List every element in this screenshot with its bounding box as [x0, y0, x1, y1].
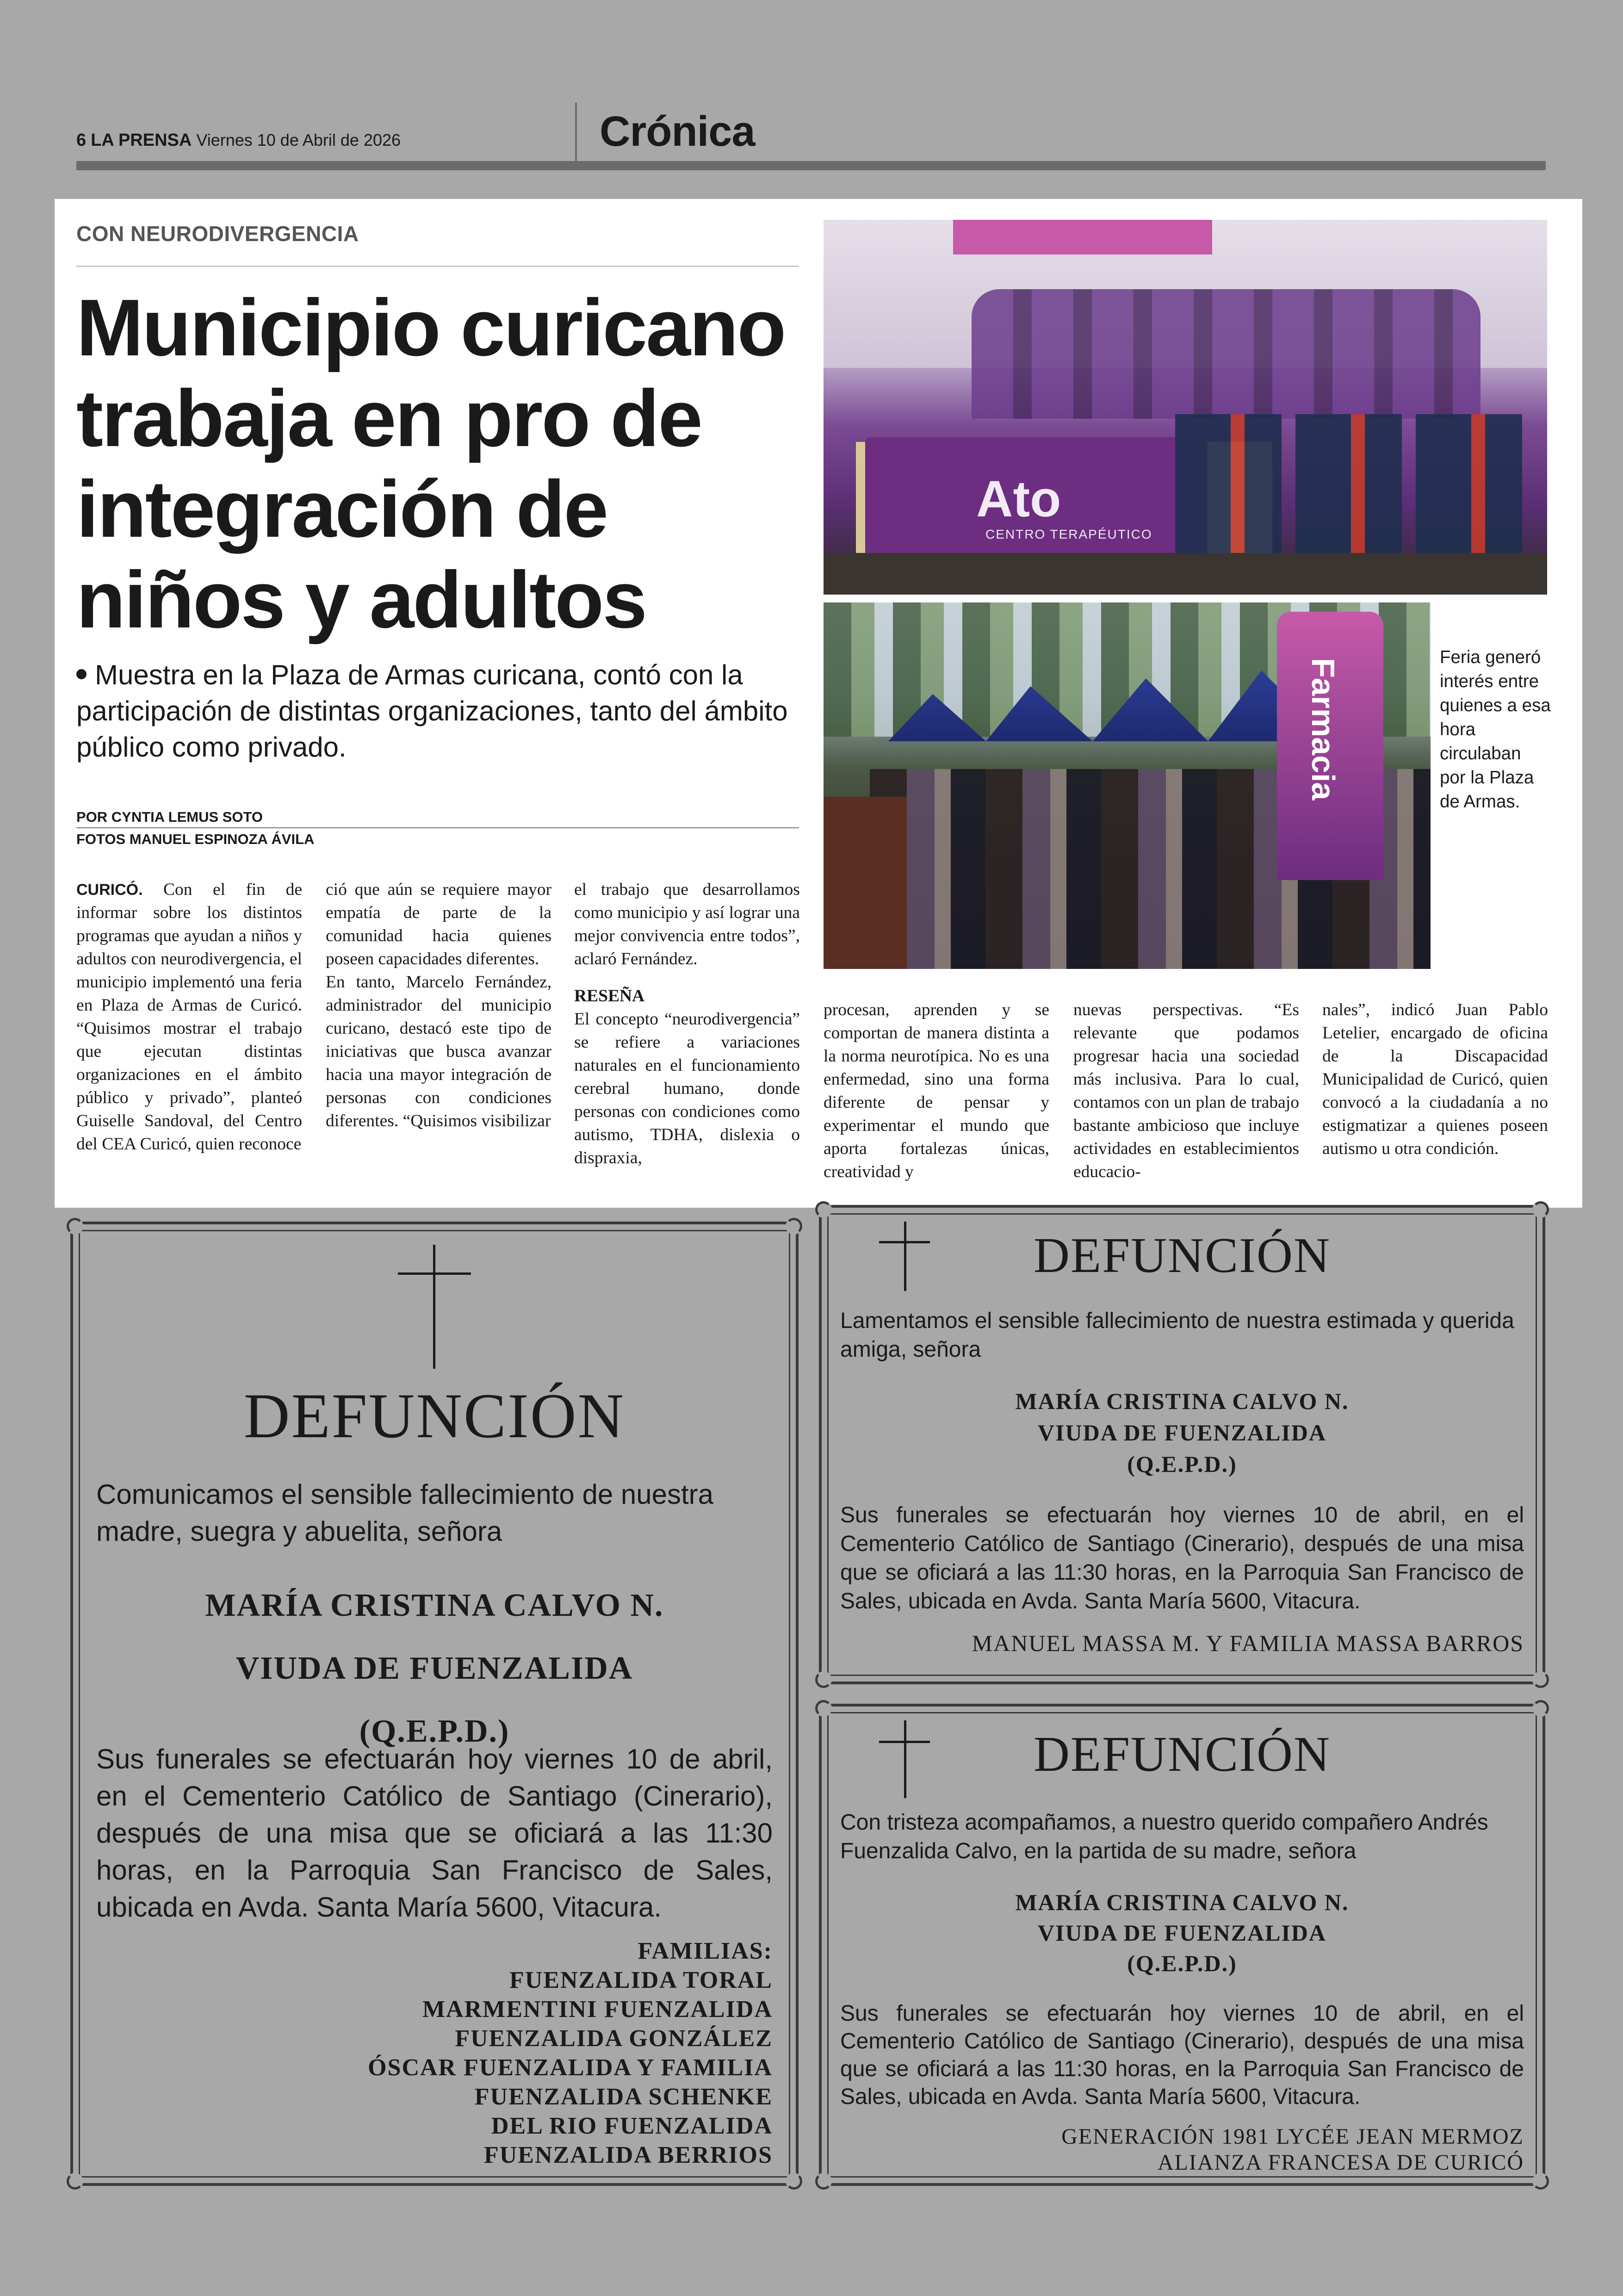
column-text: nuevas perspectivas. “Es relevante que podamos progresar hacia una sociedad más inclusiva. Para lo cual, contamos con un plan de trabajo bastante ambicioso que incluye actividades en establecimientos educacio- [1073, 1000, 1299, 1181]
header-separator [575, 103, 577, 162]
obituary-title: DEFUNCIÓN [243, 1380, 626, 1451]
signature-line: MARMENTINI FUENZALIDA [422, 1996, 773, 2023]
byline [76, 806, 314, 850]
signature-line: GENERACIÓN 1981 LYCÉE JEAN MERMOZ [1061, 2124, 1524, 2149]
frame-corner [1532, 1671, 1549, 1688]
column-text: procesan, aprenden y se comportan de manera distinta a la norma neurotípica. No es una enfermedad, sino una forma diferente de pensar y experimentar el mundo que aporta fortalezas únicas, creatividad y [824, 1000, 1049, 1181]
deceased-name [70, 1574, 799, 1763]
cross-vertical [433, 1245, 435, 1369]
obituary-intro: Comunicamos el sensible fallecimiento de nuestra madre, suegra y abuelita, señora [96, 1479, 714, 1547]
bullet-icon [76, 669, 87, 679]
frame-corner [786, 1218, 802, 1235]
column-text: nales”, indicó Juan Pablo Letelier, encargado de oficina de la Discapacidad Municipalidad de Curicó, quien convocó a la ciudadanía a no estigmatizar a quienes poseen autismo u otra condición. [1322, 1000, 1548, 1158]
article-column-5 [1073, 999, 1299, 1184]
signature-line: FUENZALIDA SCHENKE [474, 2084, 773, 2110]
article-kicker: CON NEURODIVERGENCIA [76, 222, 359, 246]
photo-caption: Feria generó interés entre quienes a esa hora circulaban por la Plaza de Armas. [1440, 647, 1551, 812]
obituary-notice-2 [819, 1205, 1545, 1684]
article-column-1 [76, 878, 302, 1156]
article-column-6 [1322, 999, 1548, 1160]
frame-corner [815, 1201, 832, 1218]
name-line: VIUDA DE FUENZALIDA [1037, 1920, 1327, 1946]
column-text: el trabajo que desarrollamos como municipio y así lograr una mejor convivencia entre todos”, aclaró Fernández. [574, 880, 800, 968]
name-line: (Q.E.P.D.) [359, 1713, 510, 1749]
frame-corner [815, 1700, 832, 1717]
funeral-details: Sus funerales se efectuarán hoy viernes 10 de abril, en el Cementerio Católico de Santiago (Cinerario), después de una misa que se oficiará a las 11:30 horas, en la Parroquia San Francisco de Sales, ubicada en Avda. Santa María 5600, Vitacura. [96, 1744, 773, 1923]
subhead-text: Muestra en la Plaza de Armas curicana, contó con la participación de distintas organizaciones, tanto del ámbito público como privado. [76, 659, 788, 763]
signature-line: FAMILIAS: [638, 1938, 773, 1964]
column-text: El concepto “neurodivergencia” se refiere a variaciones naturales en el funcionamiento cerebral humano, donde personas con condiciones como autismo, TDHA, dislexia o dispraxia, [574, 1010, 800, 1167]
frame-corner [815, 2173, 832, 2190]
kicker-rule [76, 266, 799, 267]
obituary-intro: Lamentamos el sensible fallecimiento de nuestra estimada y querida amiga, señora [840, 1309, 1514, 1362]
obituary-title: DEFUNCIÓN [1033, 1727, 1331, 1782]
section-title: Crónica [600, 108, 755, 155]
photo-stand-group [824, 220, 1547, 595]
byline-rule [76, 827, 799, 828]
column-text: Con el fin de informar sobre los distintos programas que ayudan a niños y adultos con neurodivergencia, el municipio implementó una feria en Plaza de Armas de Curicó. “Quisimos mostrar el trabajo que ejecutan distintas organizaciones en el ámbito público y privado”, planteó Guiselle Sandoval, del Centro del CEA Curicó, quien reconoce [76, 880, 302, 1154]
photo-fair-crowd [824, 602, 1431, 969]
obituary-notice-1 [70, 1222, 799, 2186]
deceased-name [819, 1887, 1545, 1979]
signature-line: ALIANZA FRANCESA DE CURICÓ [1157, 2150, 1524, 2175]
cross-horizontal [879, 1241, 930, 1243]
frame-corner [1532, 1201, 1549, 1218]
obituary-intro: Con tristeza acompañamos, a nuestro querido compañero Andrés Fuenzalida Calvo, en la partida de su madre, señora [840, 1810, 1488, 1863]
cross-vertical [904, 1222, 906, 1291]
deceased-name [819, 1385, 1545, 1480]
article-subheading: RESEÑA [574, 987, 645, 1005]
photo-stand-logo-sub: CENTRO TERAPÉUTICO [985, 527, 1152, 541]
frame-corner [815, 1671, 832, 1688]
obituary-title: DEFUNCIÓN [1033, 1228, 1331, 1283]
byline-author: POR CYNTIA LEMUS SOTO [76, 809, 263, 825]
frame-corner [67, 1218, 83, 1235]
photo-stand-logo: Ato [976, 471, 1061, 527]
name-line: MARÍA CRISTINA CALVO N. [205, 1588, 664, 1623]
signature-line: FUENZALIDA TORAL [509, 1967, 773, 1993]
signature-line: FUENZALIDA GONZÁLEZ [455, 2025, 773, 2052]
name-line: VIUDA DE FUENZALIDA [235, 1651, 633, 1686]
byline-photos: FOTOS MANUEL ESPINOZA ÁVILA [76, 831, 315, 847]
column-text: ció que aún se requiere mayor empatía de parte de la comunidad hacia quienes poseen capacidades diferentes. [326, 880, 551, 968]
frame-corner [1532, 2173, 1549, 2190]
issue-date: Viernes 10 de Abril de 2026 [196, 130, 401, 149]
name-line: (Q.E.P.D.) [1127, 1950, 1237, 1976]
frame-corner [786, 2173, 802, 2190]
photo-floor [824, 553, 1547, 595]
obituary-signatures [368, 1936, 773, 2170]
photo-flag-text: Farmacia [1305, 658, 1341, 800]
name-line: MARÍA CRISTINA CALVO N. [1015, 1388, 1349, 1414]
signature-line: MANUEL MASSA M. Y FAMILIA MASSA BARROS [972, 1630, 1524, 1656]
article-column-2 [326, 878, 551, 1133]
frame-corner [1532, 1700, 1549, 1717]
signature-line: DEL RIO FUENZALIDA [491, 2113, 773, 2139]
obituary-signatures [972, 1629, 1524, 1657]
article-column-4 [824, 999, 1049, 1184]
photo-children [1175, 414, 1527, 567]
article-subhead [76, 657, 807, 765]
name-line: (Q.E.P.D.) [1127, 1451, 1237, 1477]
newspaper-name: LA PRENSA [91, 130, 192, 150]
obituary-signatures [1061, 2124, 1524, 2176]
cross-horizontal [398, 1272, 471, 1275]
photo-bench [824, 797, 907, 969]
dateline: CURICÓ. [76, 881, 143, 899]
funeral-details: Sus funerales se efectuarán hoy viernes 10 de abril, en el Cementerio Católico de Santiago (Cinerario), después de una misa que se oficiará a las 11:30 horas, en la Parroquia San Francisco de Sales, ubicada en Avda. Santa María 5600, Vitacura. [840, 2001, 1524, 2109]
article-headline: Municipio curicano trabaja en pro de integración de niños y adultos [76, 282, 785, 645]
name-line: VIUDA DE FUENZALIDA [1037, 1420, 1327, 1446]
page-number: 6 [76, 130, 87, 150]
signature-line: FUENZALIDA BERRIOS [483, 2142, 773, 2168]
column-text: En tanto, Marcelo Fernández, administrador del municipio curicano, destacó este tipo de iniciativas que busca avanzar hacia una mayor integración de personas con condiciones diferentes. “Quisimos visibilizar [326, 973, 551, 1130]
frame-corner [67, 2173, 83, 2190]
cross-vertical [904, 1720, 906, 1798]
photo-people [972, 289, 1481, 419]
photo-banner [953, 220, 1212, 254]
name-line: MARÍA CRISTINA CALVO N. [1015, 1889, 1349, 1915]
header-rule [76, 161, 1546, 170]
page-header-info [76, 130, 401, 150]
obituary-notice-3 [819, 1704, 1545, 2186]
article-column-3 [574, 878, 800, 1170]
cross-horizontal [879, 1741, 930, 1743]
signature-line: ÓSCAR FUENZALIDA Y FAMILIA [368, 2054, 773, 2081]
funeral-details: Sus funerales se efectuarán hoy viernes 10 de abril, en el Cementerio Católico de Santiago (Cinerario), después de una misa que se oficiará a las 11:30 horas, en la Parroquia San Francisco de Sales, ubicada en Avda. Santa María 5600, Vitacura. [840, 1503, 1524, 1613]
